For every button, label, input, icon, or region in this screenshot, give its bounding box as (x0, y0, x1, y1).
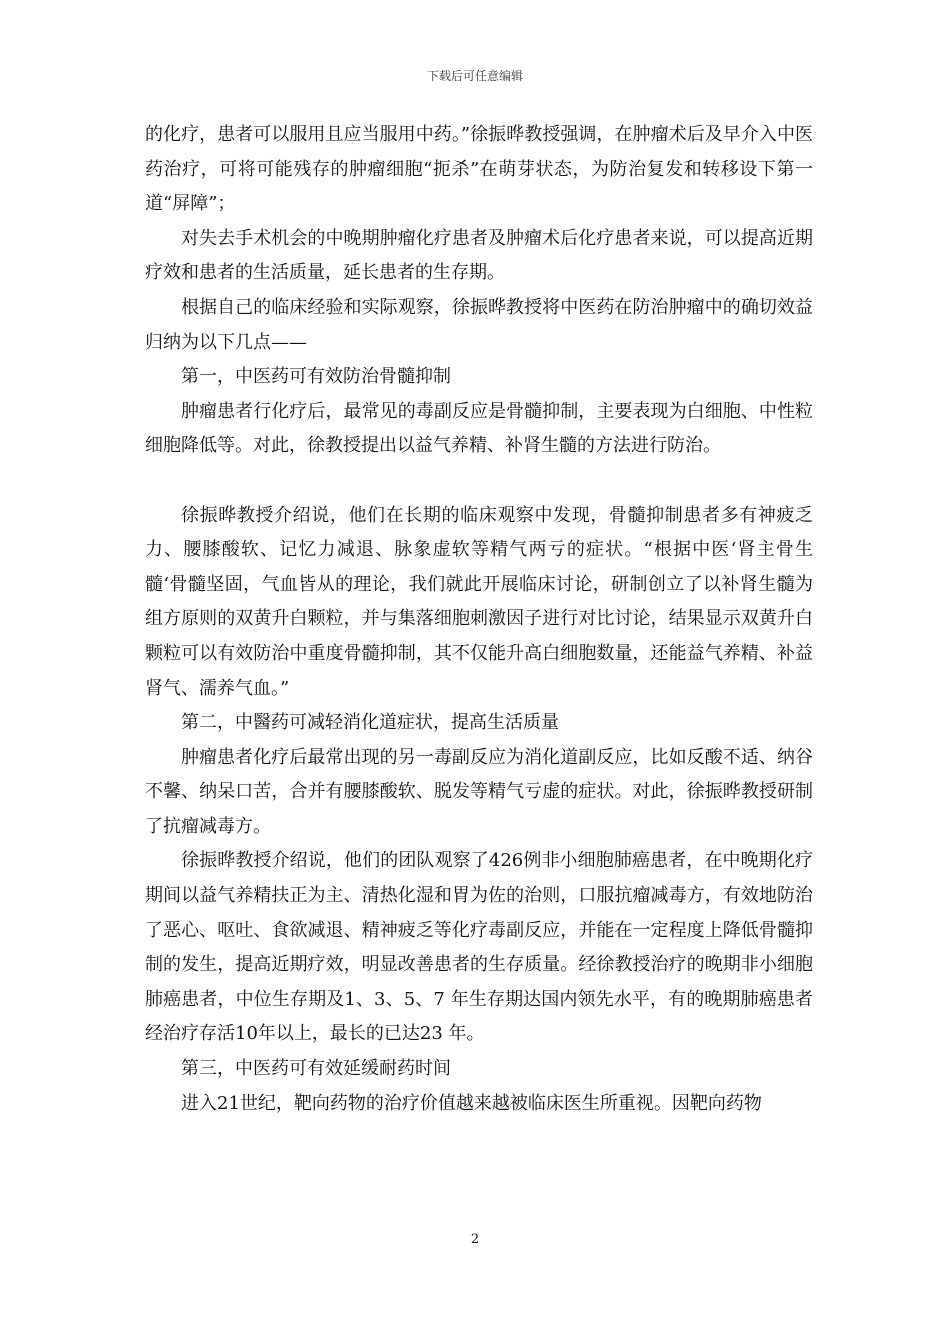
paragraph: 肿瘤患者化疗后最常出现的另一毒副反应为消化道副反应，比如反酸不适、纳谷不馨、纳呆口苦，合并有腰膝酸软、脱发等精气亏虚的症状。对此，徐振晔教授研制了抗瘤减毒方。 (145, 746, 813, 837)
section-heading-3: 第三，中医药可有效延缓耐药时间 (181, 1058, 451, 1080)
paragraph: 进入21世纪，靶向药物的治疗价值越来越被临床医生所重视。因靶向药物 (181, 1092, 762, 1114)
document-body (145, 118, 813, 1121)
page-header: 下载后可任意编辑 (426, 69, 523, 83)
paragraph: 徐振晔教授介绍说，他们的团队观察了426例非小细胞肺癌患者，在中晚期化疗期间以益气养精扶正为主、清热化湿和胃为佐的治则，口服抗瘤减毒方，有效地防治了恶心、呕吐、食欲减退、精神疲乏等化疗毒副反应，并能在一定程度上降低骨髓抑制的发生，提高近期疗效，明显改善患者的生存质量。经徐教授治疗的晚期非小细胞肺癌患者，中位生存期及1、3、5、7 年生存期达国内领先水平，有的晚期肺癌患者经治疗存活10年以上，最长的已达23 年。 (145, 850, 813, 1045)
blank-line (145, 464, 813, 499)
section-heading-1: 第一，中医药可有效防治骨髓抑制 (181, 366, 451, 388)
page-number: 2 (470, 1232, 480, 1247)
section-heading-2: 第二，中醫药可减轻消化道症状，提高生活质量 (181, 712, 559, 734)
paragraph-continuation: 的化疗，患者可以服用且应当服用中药。”徐振晔教授强调，在肿瘤术后及早介入中医药治疗，可将可能残存的肿瘤细胞“扼杀”在萌芽状态，为防治复发和转移设下第一道“屏障”； (145, 124, 813, 215)
paragraph: 根据自己的临床经验和实际观察，徐振晔教授将中医药在防治肿瘤中的确切效益归纳为以下几点—— (145, 296, 813, 353)
paragraph: 肿瘤患者行化疗后，最常见的毒副反应是骨髓抑制，主要表现为白细胞、中性粒细胞降低等。对此，徐教授提出以益气养精、补肾生髓的方法进行防治。 (145, 400, 813, 457)
paragraph: 徐振晔教授介绍说，他们在长期的临床观察中发现，骨髓抑制患者多有神疲乏力、腰膝酸软、记忆力减退、脉象虚软等精气两亏的症状。“根据中医‘肾主骨生髓‘骨髓坚固，气血皆从的理论，我们就此开展临床讨论，研制创立了以补肾生髓为组方原则的双黄升白颗粒，并与集落细胞刺激因子进行对比讨论，结果显示双黄升白颗粒可以有效防治中重度骨髓抑制，其不仅能升高白细胞数量，还能益气养精、补益肾气、濡养气血。” (145, 504, 813, 699)
paragraph: 对失去手术机会的中晚期肿瘤化疗患者及肿瘤术后化疗患者来说，可以提高近期疗效和患者的生活质量，延长患者的生存期。 (145, 227, 813, 284)
